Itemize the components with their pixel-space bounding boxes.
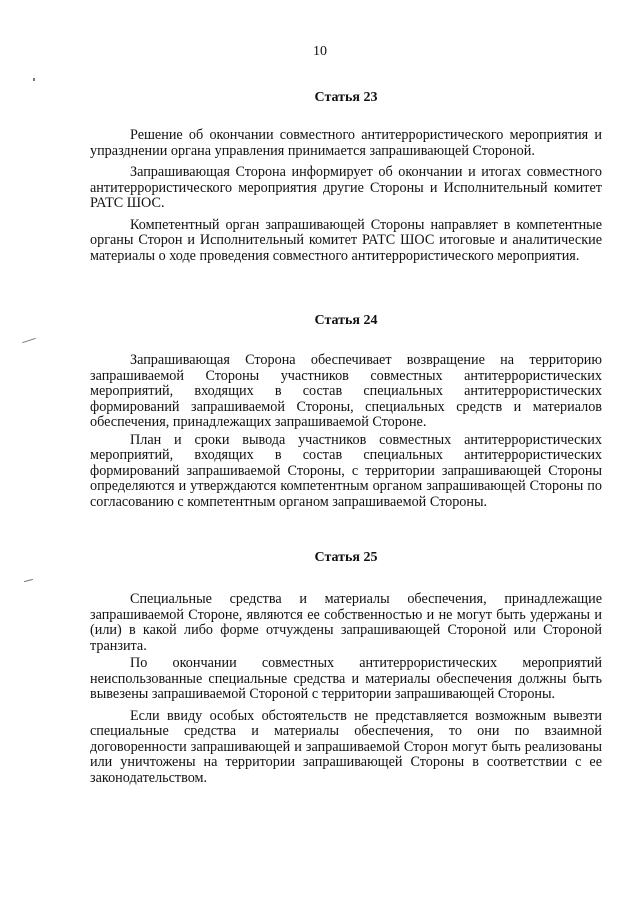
article-paragraph: Специальные средства и материалы обеспечения, принадлежащие запрашиваемой Стороне, являются ее собственностью и не могут быть удержаны и (или) в какой либо форме отчуждены запрашивающей Стороной или Стороной транзита.	[90, 591, 602, 654]
scan-mark-bottom	[24, 579, 33, 582]
scan-mark-middle	[22, 338, 36, 343]
article-title: Статья 23	[314, 90, 378, 105]
article-paragraph: По окончании совместных антитеррористических мероприятий неиспользованные специальные средства и материалы обеспечения должны быть вывезены запрашиваемой Стороной с территории запрашивающей Стороны.	[90, 655, 602, 702]
article-paragraph: План и сроки вывода участников совместных антитеррористических мероприятий, входящих в состав специальных антитеррористических формирований запрашиваемой Стороны, с территории запрашивающей Стороны определяются и утверждаются компетентным органом запрашивающей Стороны по согласованию с компетентным органом запрашиваемой Стороны.	[90, 431, 602, 510]
article-23	[90, 90, 602, 264]
page-number: 10	[313, 44, 327, 59]
article-25	[90, 550, 602, 786]
article-title: Статья 24	[314, 313, 378, 328]
article-title: Статья 25	[314, 550, 378, 565]
article-paragraph: Если ввиду особых обстоятельств не представляется возможным вывезти специальные средства и материалы обеспечения, то они по взаимной договоренности запрашивающей и запрашиваемой Сторон могут быть реализованы или уничтожены на территории запрашивающей Стороны в соответствии с ее законодательством.	[90, 707, 602, 786]
article-paragraph: Запрашивающая Сторона информирует об окончании и итогах совместного антитеррористического мероприятия другие Стороны и Исполнительный комитет РАТС ШОС.	[90, 164, 602, 211]
article-paragraph: Запрашивающая Сторона обеспечивает возвращение на территорию запрашиваемой Стороны участников совместных антитеррористических мероприятий, входящих в состав специальных антитеррористических формирований запрашиваемой Стороны, специальных средств и материалов обеспечения, принадлежащих запрашиваемой Стороне.	[90, 352, 602, 430]
article-paragraph: Компетентный орган запрашивающей Стороны направляет в компетентные органы Сторон и Исполнительный комитет РАТС ШОС итоговые и аналитические материалы о ходе проведения совместного антитеррористического мероприятия.	[90, 216, 602, 264]
article-24	[90, 313, 602, 510]
scan-mark-top	[33, 78, 35, 81]
article-paragraph: Решение об окончании совместного антитеррористического мероприятия и упразднении органа управления принимается запрашивающей Стороной.	[90, 127, 602, 159]
